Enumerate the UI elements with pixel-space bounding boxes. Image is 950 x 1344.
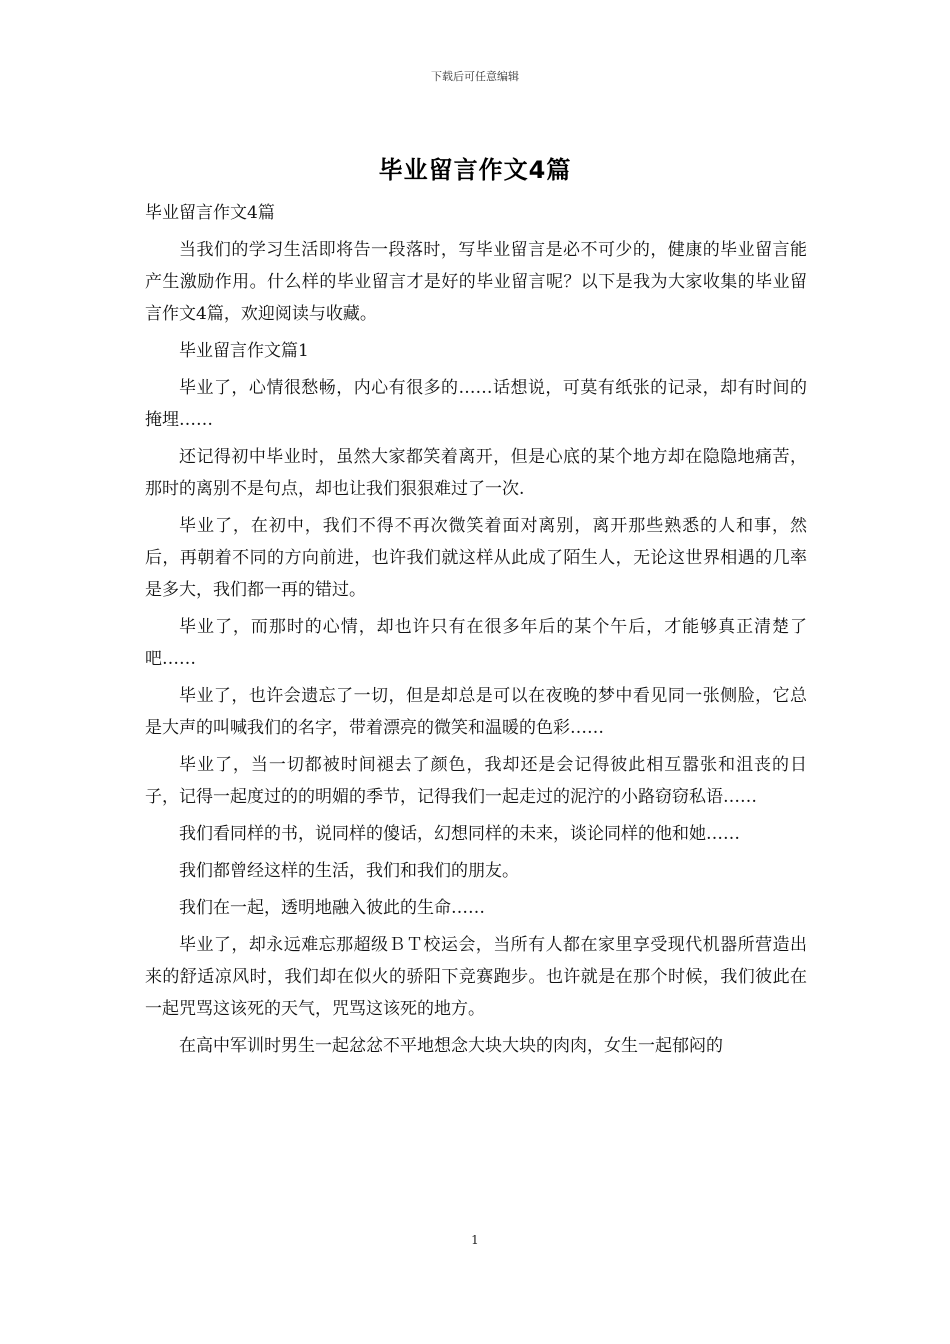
page-number: 1 xyxy=(471,1233,479,1247)
body-paragraph: 毕业了，心情很愁畅，内心有很多的……话想说，可莫有纸张的记录，却有时间的掩埋…… xyxy=(145,378,807,430)
section-heading: 毕业留言作文篇1 xyxy=(179,341,309,361)
intro-paragraph: 当我们的学习生活即将告一段落时，写毕业留言是必不可少的，健康的毕业留言能产生激励作用。什么样的毕业留言才是好的毕业留言呢？以下是我为大家收集的毕业留言作文4篇，欢迎阅读与收藏。 xyxy=(145,240,807,324)
document-subtitle: 毕业留言作文4篇 xyxy=(145,203,275,223)
body-paragraph: 还记得初中毕业时，虽然大家都笑着离开，但是心底的某个地方却在隐隐地痛苦，那时的离别不是句点，却也让我们狠狠难过了一次. xyxy=(145,447,807,499)
page-header-note: 下载后可任意编辑 xyxy=(431,70,519,83)
document-body xyxy=(145,197,807,1067)
body-paragraph: 毕业了，当一切都被时间褪去了颜色，我却还是会记得彼此相互嚣张和沮丧的日子，记得一起度过的的明媚的季节，记得我们一起走过的泥泞的小路窃窃私语…… xyxy=(145,755,807,807)
body-paragraph: 毕业了，而那时的心情，却也许只有在很多年后的某个午后，才能够真正清楚了吧…… xyxy=(145,617,807,669)
body-paragraph: 我们看同样的书，说同样的傻话，幻想同样的未来，谈论同样的他和她…… xyxy=(179,824,740,844)
body-paragraph: 我们在一起，透明地融入彼此的生命…… xyxy=(179,898,485,918)
body-paragraph: 毕业了，却永远难忘那超级ＢＴ校运会，当所有人都在家里享受现代机器所营造出来的舒适凉风时，我们却在似火的骄阳下竞赛跑步。也许就是在那个时候，我们彼此在一起咒骂这该死的天气，咒骂这该死的地方。 xyxy=(145,935,807,1019)
body-paragraph: 毕业了，也许会遗忘了一切，但是却总是可以在夜晚的梦中看见同一张侧脸，它总是大声的叫喊我们的名字，带着漂亮的微笑和温暖的色彩…… xyxy=(145,686,807,738)
body-paragraph: 我们都曾经这样的生活，我们和我们的朋友。 xyxy=(179,861,519,881)
document-title: 毕业留言作文4篇 xyxy=(378,156,572,184)
body-paragraph: 在高中军训时男生一起忿忿不平地想念大块大块的肉肉，女生一起郁闷的 xyxy=(179,1036,723,1056)
body-paragraph: 毕业了，在初中，我们不得不再次微笑着面对离别，离开那些熟悉的人和事，然后，再朝着不同的方向前进，也许我们就这样从此成了陌生人，无论这世界相遇的几率是多大，我们都一再的错过。 xyxy=(145,516,807,600)
